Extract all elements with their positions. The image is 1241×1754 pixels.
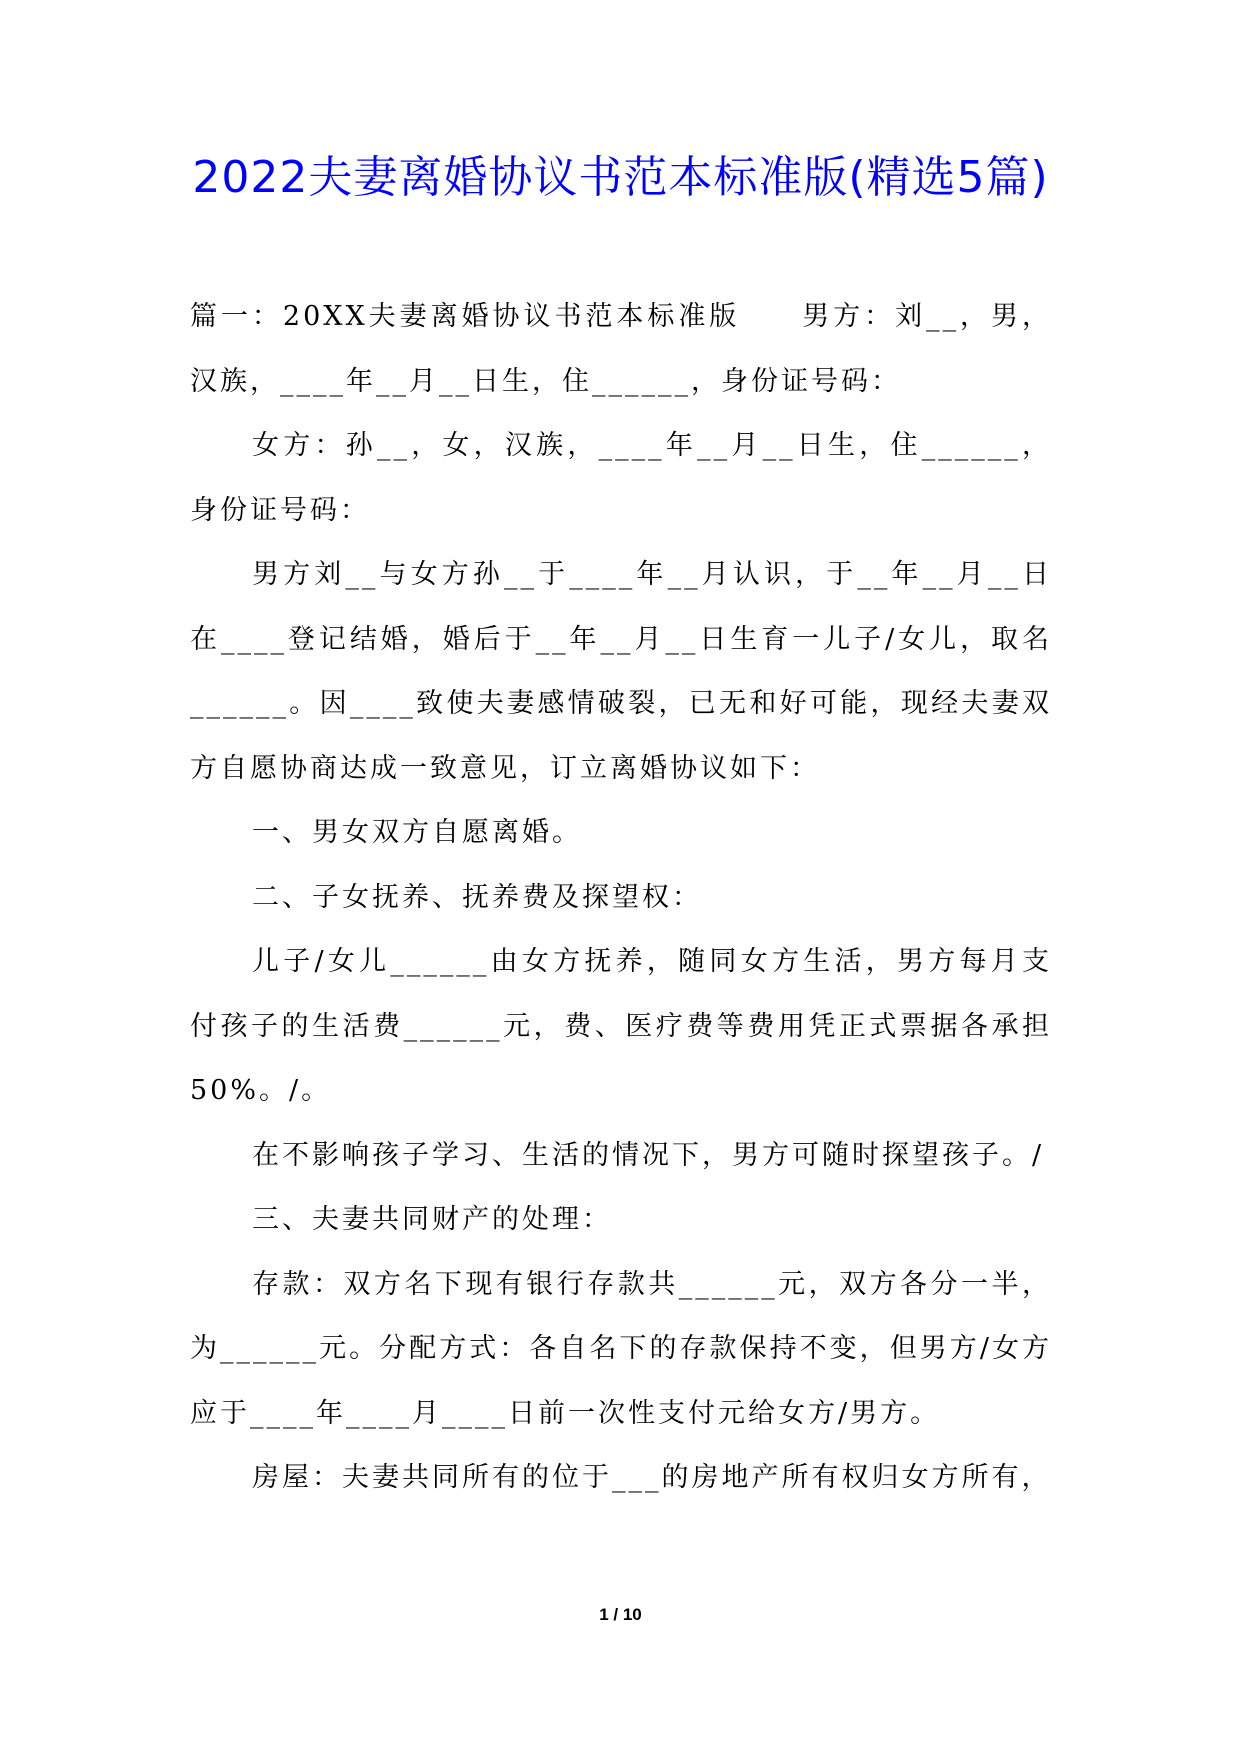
paragraph-savings: 存款：双方名下现有银行存款共______元，双方各分一半，为______元。分配方式：各自名下的存款保持不变，但男方/女方应于____年____月____日前一次性支付元给女方/男方。	[190, 1268, 1052, 1429]
paragraph-housing: 房屋：夫妻共同所有的位于___的房地产所有权归女方所有，	[252, 1462, 1052, 1493]
paragraph-clause-1: 一、男女双方自愿离婚。	[252, 817, 582, 848]
document-title: 2022夫妻离婚协议书范本标准版(精选5篇)	[192, 152, 1049, 203]
paragraph-clause-2-heading: 二、子女抚养、抚养费及探望权：	[252, 881, 702, 913]
document-body	[190, 285, 1052, 1511]
paragraph-clause-3-heading: 三、夫妻共同财产的处理：	[252, 1204, 612, 1235]
page-number: 1 / 10	[599, 1605, 642, 1624]
paragraph-child-custody: 儿子/女儿______由女方抚养，随同女方生活，男方每月支付孩子的生活费______元，费、医疗费等费用凭正式票据各承担50%。/。	[190, 946, 1052, 1106]
paragraph-intro: 篇一：20XX夫妻离婚协议书范本标准版 男方：刘__，男，汉族，____年__月__日生，住______，身份证号码：	[190, 301, 1052, 397]
paragraph-female-party: 女方：孙__，女，汉族，____年__月__日生，住______，身份证号码：	[190, 430, 1052, 526]
paragraph-marriage-background: 男方刘__与女方孙__于____年__月认识，于__年__月__日在____登记结婚，婚后于__年__月__日生育一儿子/女儿，取名______。因____致使夫妻感情破裂，已无和好可能，现经夫妻双方自愿协商达成一致意见，订立离婚协议如下：	[190, 559, 1052, 784]
paragraph-visitation: 在不影响孩子学习、生活的情况下，男方可随时探望孩子。/	[252, 1139, 1045, 1171]
